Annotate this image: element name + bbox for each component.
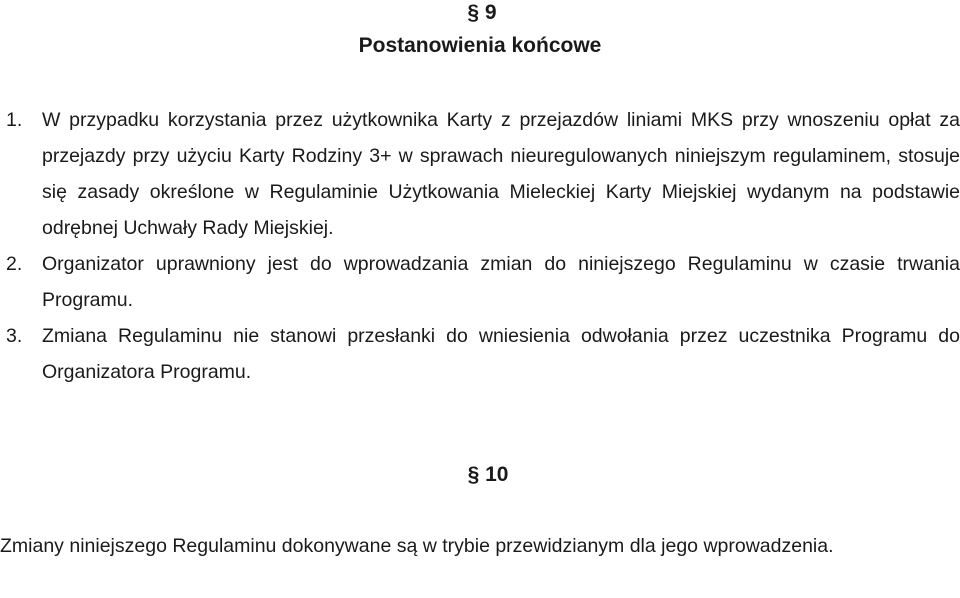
- section-9-title: Postanowienia końcowe: [358, 34, 602, 57]
- list-item-number: 2.: [6, 253, 23, 275]
- section-9-list: [0, 102, 960, 390]
- list-item-text: Organizator uprawniony jest do wprowadzania zmian do niniejszego Regulaminu w czasie trwania Programu.: [42, 253, 960, 311]
- section-9-number: § 9: [467, 1, 497, 24]
- list-item: [0, 246, 960, 318]
- list-item-text: Zmiana Regulaminu nie stanowi przesłanki do wniesienia odwołania przez uczestnika Programu do Organizatora Programu.: [42, 325, 960, 383]
- list-item-number: 1.: [6, 109, 23, 131]
- list-item: [0, 102, 960, 246]
- section-10-text: Zmiany niniejszego Regulaminu dokonywane są w trybie przewidzianym dla jego wprowadzenia.: [0, 535, 834, 557]
- list-item: [0, 318, 960, 390]
- section-10-number: § 10: [467, 463, 509, 486]
- list-item-number: 3.: [6, 325, 23, 347]
- list-item-text: W przypadku korzystania przez użytkownika Karty z przejazdów liniami MKS przy wnoszeniu opłat za przejazdy przy użyciu Karty Rodziny 3+ w sprawach nieuregulowanych niniejszym regulaminem, stosuje się zasady określone w Regulaminie Użytkowania Mieleckiej Karty Miejskiej wydanym na podstawie odrębnej Uchwały Rady Miejskiej.: [42, 109, 960, 239]
